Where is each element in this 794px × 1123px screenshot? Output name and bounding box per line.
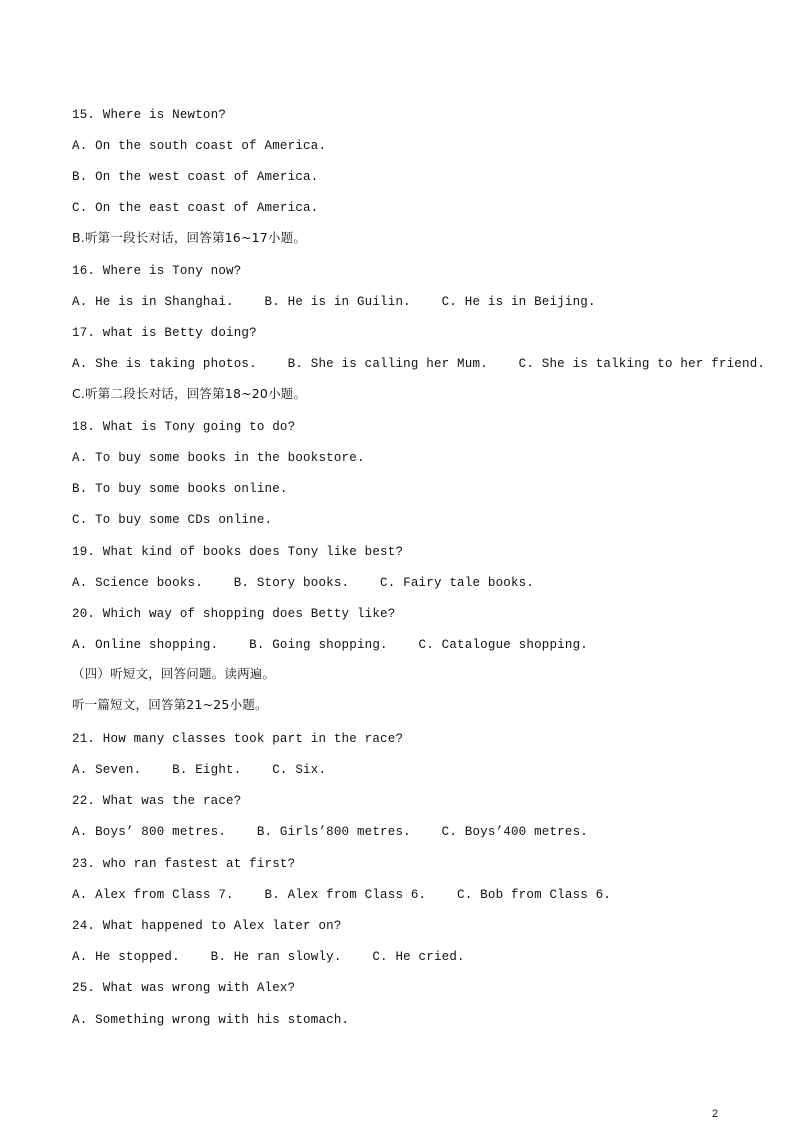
option-18-c: C. To buy some CDs online. (72, 513, 273, 527)
options-20: A. Online shopping. B. Going shopping. C. Catalogue shopping. (72, 638, 588, 652)
options-17: A. She is taking photos. B. She is calling her Mum. C. She is talking to her friend. (72, 357, 766, 371)
options-23: A. Alex from Class 7. B. Alex from Class 6. C. Bob from Class 6. (72, 888, 612, 902)
option-15-c: C. On the east coast of America. (72, 201, 319, 215)
page-number: 2 (712, 1108, 719, 1120)
question-23: 23. who ran fastest at first? (72, 857, 296, 871)
question-22: 22. What was the race? (72, 794, 242, 808)
question-15: 15. Where is Newton? (72, 108, 227, 122)
question-21: 21. How many classes took part in the race? (72, 732, 404, 746)
option-15-b: B. On the west coast of America. (72, 170, 319, 184)
section-b-heading: B.听第一段长对话，回答第16~17小题。 (72, 230, 307, 245)
question-16: 16. Where is Tony now? (72, 264, 242, 278)
options-19: A. Science books. B. Story books. C. Fairy tale books. (72, 576, 535, 590)
option-18-b: B. To buy some books online. (72, 482, 288, 496)
question-19: 19. What kind of books does Tony like best? (72, 545, 404, 559)
question-18: 18. What is Tony going to do? (72, 420, 296, 434)
passage-heading: 听一篇短文，回答第21~25小题。 (72, 697, 268, 712)
question-17: 17. what is Betty doing? (72, 326, 257, 340)
option-15-a: A. On the south coast of America. (72, 139, 327, 153)
option-25-a: A. Something wrong with his stomach. (72, 1013, 350, 1027)
question-25: 25. What was wrong with Alex? (72, 981, 296, 995)
options-24: A. He stopped. B. He ran slowly. C. He cried. (72, 950, 465, 964)
section-c-heading: C.听第二段长对话，回答第18~20小题。 (72, 386, 307, 401)
options-21: A. Seven. B. Eight. C. Six. (72, 763, 327, 777)
question-24: 24. What happened to Alex later on? (72, 919, 342, 933)
options-16: A. He is in Shanghai. B. He is in Guilin. C. He is in Beijing. (72, 295, 596, 309)
question-20: 20. Which way of shopping does Betty like? (72, 607, 396, 621)
options-22: A. Boys’ 800 metres. B. Girls’800 metres. C. Boys’400 metres. (72, 825, 588, 839)
part-four-heading: （四）听短文，回答问题。读两遍。 (72, 666, 276, 681)
option-18-a: A. To buy some books in the bookstore. (72, 451, 365, 465)
